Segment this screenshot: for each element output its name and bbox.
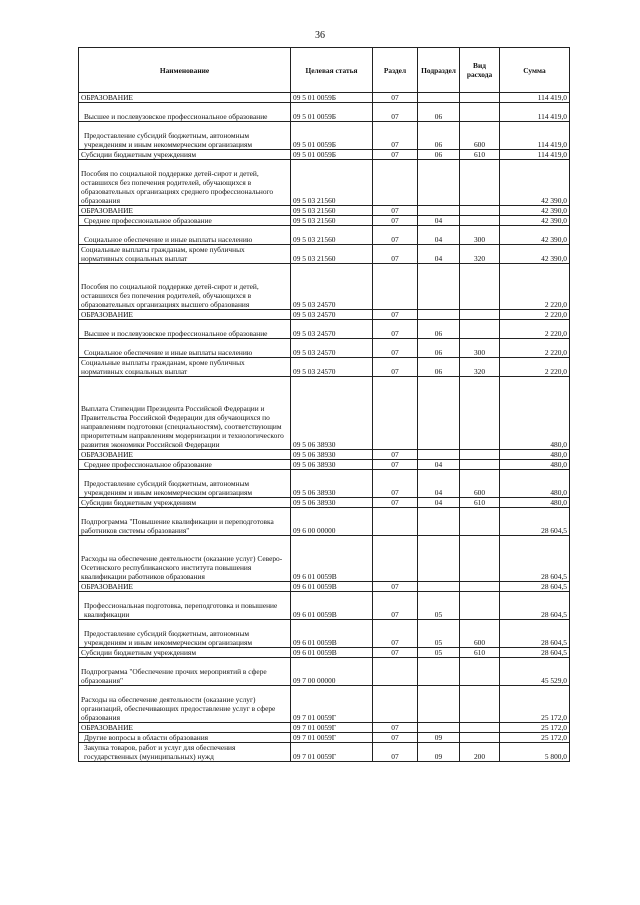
- cell-section: 07: [373, 216, 418, 226]
- cell-name: Расходы на обеспечение деятельности (оказание услуг) организаций, обеспечивающих предоставление услуг в сфере образования: [79, 686, 291, 723]
- header-amount: Сумма: [500, 48, 570, 93]
- cell-amount: 25 172,0: [500, 733, 570, 743]
- cell-amount: 28 604,5: [500, 582, 570, 592]
- table-row: [79, 536, 570, 582]
- table-row: [79, 648, 570, 658]
- table-row: [79, 470, 570, 498]
- cell-exptype: 320: [460, 358, 500, 377]
- cell-target: 09 5 06 38930: [291, 377, 373, 450]
- cell-target: 09 6 00 00000: [291, 508, 373, 536]
- cell-target: 09 5 03 21560: [291, 226, 373, 245]
- cell-subsection: 09: [418, 743, 460, 762]
- cell-exptype: 610: [460, 648, 500, 658]
- cell-target: 09 5 03 24570: [291, 339, 373, 358]
- cell-name: Социальные выплаты гражданам, кроме публичных нормативных социальных выплат: [79, 245, 291, 264]
- table-row: [79, 264, 570, 310]
- cell-amount: 5 800,0: [500, 743, 570, 762]
- table-row: [79, 339, 570, 358]
- cell-name: Пособия по социальной поддержке детей-сирот и детей, оставшихся без попечения родителей, обучающихся в образовательных организациях высшего образования: [79, 264, 291, 310]
- cell-section: 07: [373, 648, 418, 658]
- header-target: Целевая статья: [291, 48, 373, 93]
- cell-amount: 480,0: [500, 460, 570, 470]
- cell-name: Подпрограмма "Обеспечение прочих мероприятий в сфере образования": [79, 658, 291, 686]
- cell-exptype: 320: [460, 245, 500, 264]
- cell-exptype: 600: [460, 470, 500, 498]
- cell-amount: 114 419,0: [500, 150, 570, 160]
- cell-subsection: [418, 536, 460, 582]
- table-row: [79, 320, 570, 339]
- cell-section: 07: [373, 122, 418, 150]
- cell-name: Предоставление субсидий бюджетным, автономным учреждениям и иным некоммерческим организациям: [79, 620, 291, 648]
- cell-exptype: 610: [460, 498, 500, 508]
- cell-target: 09 5 03 21560: [291, 245, 373, 264]
- cell-target: 09 5 01 0059Б: [291, 122, 373, 150]
- cell-section: 07: [373, 339, 418, 358]
- table-row: [79, 93, 570, 103]
- cell-exptype: [460, 658, 500, 686]
- cell-amount: 42 390,0: [500, 206, 570, 216]
- cell-amount: 114 419,0: [500, 93, 570, 103]
- cell-exptype: [460, 264, 500, 310]
- cell-section: [373, 508, 418, 536]
- cell-exptype: [460, 310, 500, 320]
- cell-target: 09 5 06 38930: [291, 498, 373, 508]
- cell-name: Субсидии бюджетным учреждениям: [79, 150, 291, 160]
- cell-section: 07: [373, 733, 418, 743]
- cell-subsection: [418, 377, 460, 450]
- cell-target: 09 5 03 21560: [291, 216, 373, 226]
- cell-exptype: [460, 93, 500, 103]
- cell-subsection: [418, 450, 460, 460]
- cell-name: Субсидии бюджетным учреждениям: [79, 648, 291, 658]
- cell-subsection: 06: [418, 339, 460, 358]
- table-row: [79, 498, 570, 508]
- cell-exptype: [460, 206, 500, 216]
- cell-section: 07: [373, 460, 418, 470]
- table-row: [79, 686, 570, 723]
- cell-target: 09 7 00 00000: [291, 658, 373, 686]
- cell-amount: 42 390,0: [500, 245, 570, 264]
- cell-name: Социальное обеспечение и иные выплаты населению: [79, 226, 291, 245]
- cell-section: 07: [373, 450, 418, 460]
- cell-section: 07: [373, 592, 418, 620]
- cell-section: [373, 686, 418, 723]
- cell-subsection: [418, 264, 460, 310]
- cell-subsection: 06: [418, 358, 460, 377]
- cell-exptype: 300: [460, 226, 500, 245]
- cell-section: 07: [373, 310, 418, 320]
- cell-subsection: [418, 686, 460, 723]
- cell-exptype: [460, 723, 500, 733]
- cell-amount: 114 419,0: [500, 103, 570, 122]
- cell-target: 09 6 01 0059В: [291, 620, 373, 648]
- cell-target: 09 6 01 0059В: [291, 582, 373, 592]
- cell-exptype: [460, 460, 500, 470]
- cell-amount: 2 220,0: [500, 339, 570, 358]
- cell-exptype: 300: [460, 339, 500, 358]
- cell-name: Выплата Стипендии Президента Российской Федерации и Правительства Российской Федерации для обучающихся по направлениям подготовки (специальностям), соответствующим приоритетным направлениям модернизации и технологического развития экономики Российской Федерации: [79, 377, 291, 450]
- cell-section: [373, 658, 418, 686]
- cell-name: Пособия по социальной поддержке детей-сирот и детей, оставшихся без попечения родителей, обучающихся в образовательных организациях среднего профессионального образования: [79, 160, 291, 206]
- cell-exptype: [460, 733, 500, 743]
- cell-amount: 42 390,0: [500, 160, 570, 206]
- table-row: [79, 310, 570, 320]
- cell-subsection: 05: [418, 648, 460, 658]
- cell-amount: 114 419,0: [500, 122, 570, 150]
- cell-subsection: 05: [418, 592, 460, 620]
- cell-exptype: 610: [460, 150, 500, 160]
- cell-target: 09 5 03 24570: [291, 358, 373, 377]
- table-row: [79, 103, 570, 122]
- header-subsection: Подраздел: [418, 48, 460, 93]
- cell-subsection: 06: [418, 150, 460, 160]
- cell-amount: 28 604,5: [500, 508, 570, 536]
- cell-exptype: [460, 320, 500, 339]
- cell-subsection: 05: [418, 620, 460, 648]
- table-row: [79, 150, 570, 160]
- cell-amount: 25 172,0: [500, 723, 570, 733]
- cell-amount: 28 604,5: [500, 536, 570, 582]
- cell-exptype: [460, 536, 500, 582]
- cell-amount: 45 529,0: [500, 658, 570, 686]
- table-row: [79, 582, 570, 592]
- cell-name: Предоставление субсидий бюджетным, автономным учреждениям и иным некоммерческим организациям: [79, 122, 291, 150]
- cell-exptype: [460, 103, 500, 122]
- cell-subsection: [418, 658, 460, 686]
- cell-section: 07: [373, 320, 418, 339]
- table-row: [79, 620, 570, 648]
- cell-section: 07: [373, 206, 418, 216]
- cell-name: Расходы на обеспечение деятельности (оказание услуг) Северо-Осетинского республиканского института повышения квалификации работников образования: [79, 536, 291, 582]
- cell-name: ОБРАЗОВАНИЕ: [79, 450, 291, 460]
- cell-section: [373, 536, 418, 582]
- table-header-row: [79, 48, 570, 93]
- cell-name: Среднее профессиональное образование: [79, 216, 291, 226]
- cell-name: Закупка товаров, работ и услуг для обеспечения государственных (муниципальных) нужд: [79, 743, 291, 762]
- table-row: [79, 245, 570, 264]
- cell-subsection: [418, 723, 460, 733]
- cell-amount: 2 220,0: [500, 320, 570, 339]
- page-number: 36: [315, 30, 325, 41]
- cell-section: 07: [373, 743, 418, 762]
- cell-subsection: [418, 582, 460, 592]
- cell-subsection: 06: [418, 320, 460, 339]
- cell-amount: 480,0: [500, 498, 570, 508]
- cell-target: 09 5 01 0059Б: [291, 150, 373, 160]
- cell-name: ОБРАЗОВАНИЕ: [79, 582, 291, 592]
- table-row: [79, 743, 570, 762]
- cell-exptype: [460, 508, 500, 536]
- cell-subsection: [418, 206, 460, 216]
- cell-target: 09 5 03 24570: [291, 264, 373, 310]
- cell-subsection: 04: [418, 470, 460, 498]
- header-exptype: Вид расхода: [460, 48, 500, 93]
- cell-section: 07: [373, 245, 418, 264]
- cell-section: 07: [373, 150, 418, 160]
- budget-table: [78, 47, 570, 762]
- cell-exptype: 200: [460, 743, 500, 762]
- header-name: Наименование: [79, 48, 291, 93]
- cell-subsection: 09: [418, 733, 460, 743]
- cell-exptype: [460, 582, 500, 592]
- table-row: [79, 658, 570, 686]
- cell-name: Подпрограмма "Повышение квалификации и переподготовка работников системы образования": [79, 508, 291, 536]
- cell-section: 07: [373, 620, 418, 648]
- cell-subsection: 06: [418, 103, 460, 122]
- table-row: [79, 358, 570, 377]
- cell-target: 09 5 03 24570: [291, 320, 373, 339]
- cell-name: Социальные выплаты гражданам, кроме публичных нормативных социальных выплат: [79, 358, 291, 377]
- cell-subsection: 04: [418, 226, 460, 245]
- cell-target: 09 5 03 24570: [291, 310, 373, 320]
- table-row: [79, 160, 570, 206]
- cell-subsection: 04: [418, 460, 460, 470]
- table-row: [79, 460, 570, 470]
- cell-subsection: 04: [418, 498, 460, 508]
- cell-subsection: [418, 310, 460, 320]
- cell-target: 09 5 06 38930: [291, 450, 373, 460]
- cell-amount: 28 604,5: [500, 592, 570, 620]
- cell-exptype: [460, 450, 500, 460]
- table-row: [79, 216, 570, 226]
- cell-target: 09 7 01 0059Г: [291, 686, 373, 723]
- cell-exptype: [460, 377, 500, 450]
- cell-amount: 42 390,0: [500, 226, 570, 245]
- cell-amount: 480,0: [500, 450, 570, 460]
- table-row: [79, 592, 570, 620]
- cell-name: ОБРАЗОВАНИЕ: [79, 723, 291, 733]
- table-row: [79, 377, 570, 450]
- cell-target: 09 7 01 0059Г: [291, 733, 373, 743]
- table-row: [79, 226, 570, 245]
- cell-amount: 28 604,5: [500, 648, 570, 658]
- cell-target: 09 6 01 0059В: [291, 592, 373, 620]
- cell-target: 09 7 01 0059Г: [291, 723, 373, 733]
- header-section: Раздел: [373, 48, 418, 93]
- cell-amount: 28 604,5: [500, 620, 570, 648]
- table-row: [79, 450, 570, 460]
- cell-target: 09 5 03 21560: [291, 206, 373, 216]
- cell-exptype: [460, 216, 500, 226]
- cell-section: 07: [373, 103, 418, 122]
- cell-name: ОБРАЗОВАНИЕ: [79, 93, 291, 103]
- cell-target: 09 6 01 0059В: [291, 536, 373, 582]
- cell-section: [373, 264, 418, 310]
- cell-exptype: 600: [460, 620, 500, 648]
- cell-section: 07: [373, 582, 418, 592]
- cell-section: 07: [373, 226, 418, 245]
- cell-subsection: [418, 160, 460, 206]
- cell-section: 07: [373, 358, 418, 377]
- cell-section: [373, 377, 418, 450]
- cell-name: Социальное обеспечение и иные выплаты населению: [79, 339, 291, 358]
- table-body: [79, 93, 570, 762]
- cell-target: 09 5 01 0059Б: [291, 103, 373, 122]
- cell-amount: 480,0: [500, 470, 570, 498]
- cell-target: 09 6 01 0059В: [291, 648, 373, 658]
- cell-exptype: [460, 686, 500, 723]
- cell-subsection: [418, 508, 460, 536]
- cell-section: 07: [373, 498, 418, 508]
- cell-amount: 2 220,0: [500, 264, 570, 310]
- cell-name: Профессиональная подготовка, переподготовка и повышение квалификации: [79, 592, 291, 620]
- table-row: [79, 206, 570, 216]
- table-row: [79, 122, 570, 150]
- cell-amount: 2 220,0: [500, 310, 570, 320]
- cell-exptype: [460, 592, 500, 620]
- cell-exptype: [460, 160, 500, 206]
- cell-target: 09 5 06 38930: [291, 460, 373, 470]
- table-row: [79, 723, 570, 733]
- cell-section: 07: [373, 723, 418, 733]
- cell-name: Другие вопросы в области образования: [79, 733, 291, 743]
- cell-name: Предоставление субсидий бюджетным, автономным учреждениям и иным некоммерческим организациям: [79, 470, 291, 498]
- cell-target: 09 5 03 21560: [291, 160, 373, 206]
- cell-name: Среднее профессиональное образование: [79, 460, 291, 470]
- cell-subsection: 04: [418, 245, 460, 264]
- cell-name: Высшее и послевузовское профессиональное образование: [79, 103, 291, 122]
- table-row: [79, 508, 570, 536]
- cell-name: Высшее и послевузовское профессиональное образование: [79, 320, 291, 339]
- cell-name: ОБРАЗОВАНИЕ: [79, 206, 291, 216]
- cell-exptype: 600: [460, 122, 500, 150]
- cell-subsection: 06: [418, 122, 460, 150]
- cell-target: 09 5 01 0059Б: [291, 93, 373, 103]
- cell-amount: 42 390,0: [500, 216, 570, 226]
- cell-section: 07: [373, 93, 418, 103]
- cell-subsection: [418, 93, 460, 103]
- cell-name: Субсидии бюджетным учреждениям: [79, 498, 291, 508]
- cell-amount: 2 220,0: [500, 358, 570, 377]
- cell-amount: 480,0: [500, 377, 570, 450]
- cell-amount: 25 172,0: [500, 686, 570, 723]
- cell-section: 07: [373, 470, 418, 498]
- table-row: [79, 733, 570, 743]
- cell-target: 09 7 01 0059Г: [291, 743, 373, 762]
- cell-subsection: 04: [418, 216, 460, 226]
- cell-name: ОБРАЗОВАНИЕ: [79, 310, 291, 320]
- cell-target: 09 5 06 38930: [291, 470, 373, 498]
- cell-section: [373, 160, 418, 206]
